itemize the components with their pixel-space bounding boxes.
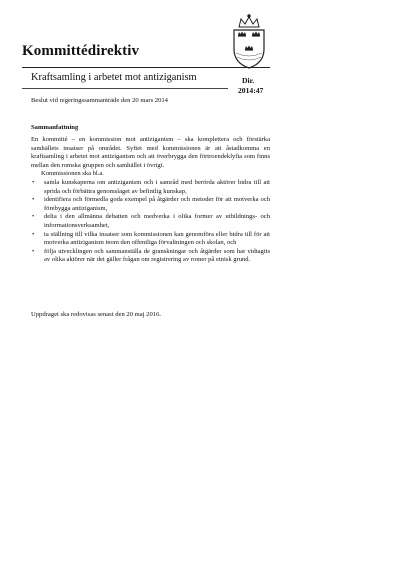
bullet-icon: • xyxy=(32,196,35,204)
decision-line: Beslut vid regeringssammanträde den 20 mars 2014 xyxy=(31,97,168,104)
summary-body xyxy=(31,136,270,265)
task-text: följa utvecklingen och sammanställa de granskningar och åtgärder som har vidtagits av olika aktörer när det gäller frågan om registrering av romer på etnisk grund. xyxy=(44,247,270,264)
deadline-line: Uppdraget ska redovisas senast den 20 maj 2016. xyxy=(31,311,162,318)
task-item xyxy=(31,231,270,248)
bullet-icon: • xyxy=(32,230,35,238)
title-rule xyxy=(22,67,270,68)
task-item xyxy=(31,179,270,196)
summary-paragraph: En kommitté – en kommission mot antiziganism – ska komplettera och förstärka samhällets insatser på området. Syftet med kommissionen är att åstadkomma en kraftsamling i arbetet mot antiziganism och att överbrygga den förtroendeklyfta som finns mellan den romska gruppen och samhället i övrigt. xyxy=(31,136,270,169)
document-title: Kommittédirektiv xyxy=(22,43,140,59)
task-item xyxy=(31,248,270,265)
task-item xyxy=(31,196,270,213)
task-text: identifiera och förmedla goda exempel på åtgärder och metoder för att motverka och förebygga antiziganism, xyxy=(44,196,270,212)
swedish-three-crowns-emblem-icon xyxy=(229,13,269,71)
summary-heading: Sammanfattning xyxy=(31,124,79,131)
bullet-icon: • xyxy=(32,247,35,255)
dir-number: 2014:47 xyxy=(238,86,264,95)
task-text: ta ställning till vilka insatser som kommissionen kan genomföra eller bidra till för att motverka antiziganism inom den offentliga förvaltningen och skolan, och xyxy=(44,230,270,247)
task-list xyxy=(31,179,270,265)
tasks-intro: Kommissionen ska bl.a. xyxy=(41,170,104,178)
task-text: delta i den allmänna debatten och medverka i olika former av utbildnings- och informationsverksamhet, xyxy=(44,213,270,229)
bullet-icon: • xyxy=(32,213,35,221)
bullet-icon: • xyxy=(32,178,35,186)
directive-subtitle: Kraftsamling i arbetet mot antiziganism xyxy=(31,72,197,83)
dir-label: Dir. xyxy=(242,76,255,85)
subtitle-underline xyxy=(22,88,228,89)
task-item xyxy=(31,213,270,230)
task-text: samla kunskaperna om antiziganism och i samråd med berörda aktörer bidra till att sprida och förbättra genomslaget av befintlig kunskap, xyxy=(44,178,270,195)
